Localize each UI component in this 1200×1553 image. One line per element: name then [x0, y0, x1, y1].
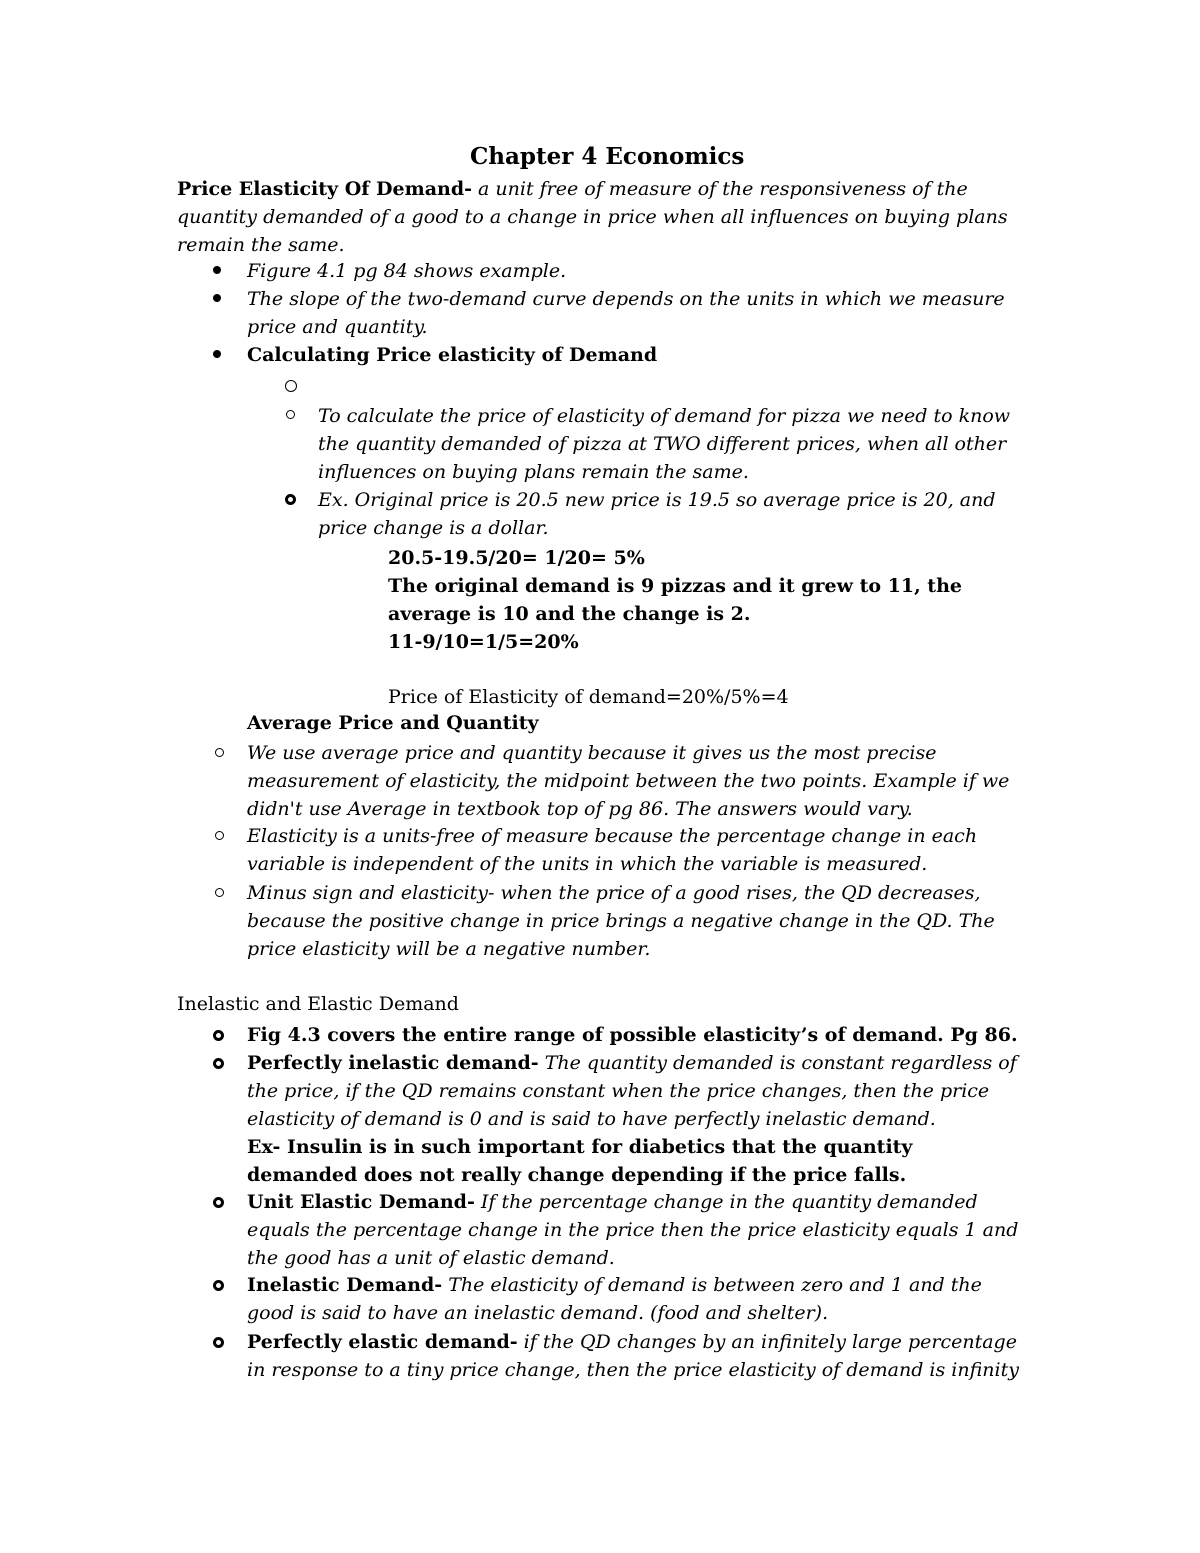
formula-price-change: 20.5-19.5/20= 1/20= 5% [388, 547, 645, 569]
calc-text-line-2: the quantity demanded of pizza at TWO different prices, when all other [318, 433, 1007, 455]
perfectly-elastic-term: Perfectly elastic demand- [247, 1331, 518, 1353]
perfectly-inelastic-term: Perfectly inelastic demand- [247, 1052, 539, 1074]
perfectly-inelastic-line-3: elasticity of demand is 0 and is said to have perfectly inelastic demand. [247, 1108, 936, 1130]
perfectly-elastic-line-1 [247, 1328, 1017, 1356]
formula-demand-line-1: The original demand is 9 pizzas and it grew to 11, the [388, 575, 962, 597]
empty-circle-bullet-icon [285, 380, 297, 392]
units-free-line-2: variable is independent of the units in which the variable is measured. [247, 853, 928, 875]
circle-bullet-bold-icon [285, 494, 296, 505]
minus-sign-line-1: Minus sign and elasticity- when the price of a good rises, the QD decreases, [247, 882, 981, 904]
bullet-slope-line-1: The slope of the two-demand curve depends on the units in which we measure [247, 288, 1005, 310]
circle-bullet-bold-icon [213, 1337, 224, 1348]
insulin-example-line-2: demanded does not really change depending if the price falls. [247, 1164, 907, 1186]
inelastic-demand-line-1 [247, 1271, 982, 1299]
minus-sign-line-3: price elasticity will be a negative number. [247, 938, 651, 960]
ped-term: Price Elasticity Of Demand- [177, 178, 473, 200]
circle-bullet-icon [215, 831, 224, 840]
example-line-1: Ex. Original price is 20.5 new price is 19.5 so average price is 20, and [318, 489, 996, 511]
formula-quantity-change: 11-9/10=1/5=20% [388, 631, 579, 653]
fig-range-text: Fig 4.3 covers the entire range of possible elasticity’s of demand. Pg 86. [247, 1024, 1018, 1046]
bullet-figure-ref: Figure 4.1 pg 84 shows example. [247, 260, 567, 282]
bullet-dot-icon [213, 266, 221, 274]
unit-elastic-term: Unit Elastic Demand- [247, 1191, 475, 1213]
calc-text-line-3: influences on buying plans remain the same. [318, 461, 749, 483]
unit-elastic-line-3: the good has a unit of elastic demand. [247, 1247, 615, 1269]
page-title: Chapter 4 Economics [470, 143, 745, 170]
formula-elasticity-result: Price of Elasticity of demand=20%/5%=4 [388, 686, 789, 708]
average-text-line-1: We use average price and quantity because it gives us the most precise [247, 742, 937, 764]
calc-text-line-1: To calculate the price of elasticity of demand for pizza we need to know [318, 405, 1011, 427]
units-free-line-1: Elasticity is a units-free of measure because the percentage change in each [247, 825, 978, 847]
bullet-calculating-heading: Calculating Price elasticity of Demand [247, 344, 658, 366]
bullet-dot-icon [213, 294, 221, 302]
inelastic-demand-term: Inelastic Demand- [247, 1274, 443, 1296]
average-heading: Average Price and Quantity [247, 712, 539, 734]
circle-bullet-icon [215, 748, 224, 757]
unit-elastic-line-1 [247, 1188, 978, 1216]
average-text-line-3: didn't use Average in textbook top of pg 86. The answers would vary. [247, 798, 913, 820]
circle-bullet-icon [286, 410, 295, 419]
circle-bullet-bold-icon [213, 1280, 224, 1291]
ped-definition-line-3: remain the same. [177, 234, 345, 256]
ped-definition-line-1 [177, 175, 968, 203]
circle-bullet-bold-icon [213, 1030, 224, 1041]
example-line-2: price change is a dollar. [318, 517, 549, 539]
ped-definition-line-2: quantity demanded of a good to a change in price when all influences on buying plans [177, 206, 1008, 228]
bullet-slope-line-2: price and quantity. [247, 316, 428, 338]
minus-sign-line-2: because the positive change in price brings a negative change in the QD. The [247, 910, 995, 932]
perfectly-inelastic-def: The quantity demanded is constant regardless of [538, 1052, 1017, 1074]
insulin-example-line-1: Ex- Insulin is in such important for diabetics that the quantity [247, 1136, 913, 1158]
perfectly-elastic-line-2: in response to a tiny price change, then the price elasticity of demand is infinity [247, 1359, 1019, 1381]
perfectly-elastic-def: if the QD changes by an infinitely large percentage [517, 1331, 1017, 1353]
inelastic-elastic-heading: Inelastic and Elastic Demand [177, 993, 459, 1015]
average-text-line-2: measurement of elasticity, the midpoint between the two points. Example if we [247, 770, 1010, 792]
formula-demand-line-2: average is 10 and the change is 2. [388, 603, 751, 625]
circle-bullet-icon [215, 888, 224, 897]
unit-elastic-def: If the percentage change in the quantity demanded [474, 1191, 978, 1213]
ped-def-text: a unit free of measure of the responsiveness of the [472, 178, 968, 200]
inelastic-demand-line-2: good is said to have an inelastic demand. (food and shelter). [247, 1302, 829, 1324]
unit-elastic-line-2: equals the percentage change in the price then the price elasticity equals 1 and [247, 1219, 1019, 1241]
bullet-dot-icon [213, 350, 221, 358]
circle-bullet-bold-icon [213, 1197, 224, 1208]
perfectly-inelastic-line-1 [247, 1049, 1017, 1077]
perfectly-inelastic-line-2: the price, if the QD remains constant when the price changes, then the price [247, 1080, 990, 1102]
inelastic-demand-def: The elasticity of demand is between zero and 1 and the [442, 1274, 982, 1296]
circle-bullet-bold-icon [213, 1058, 224, 1069]
